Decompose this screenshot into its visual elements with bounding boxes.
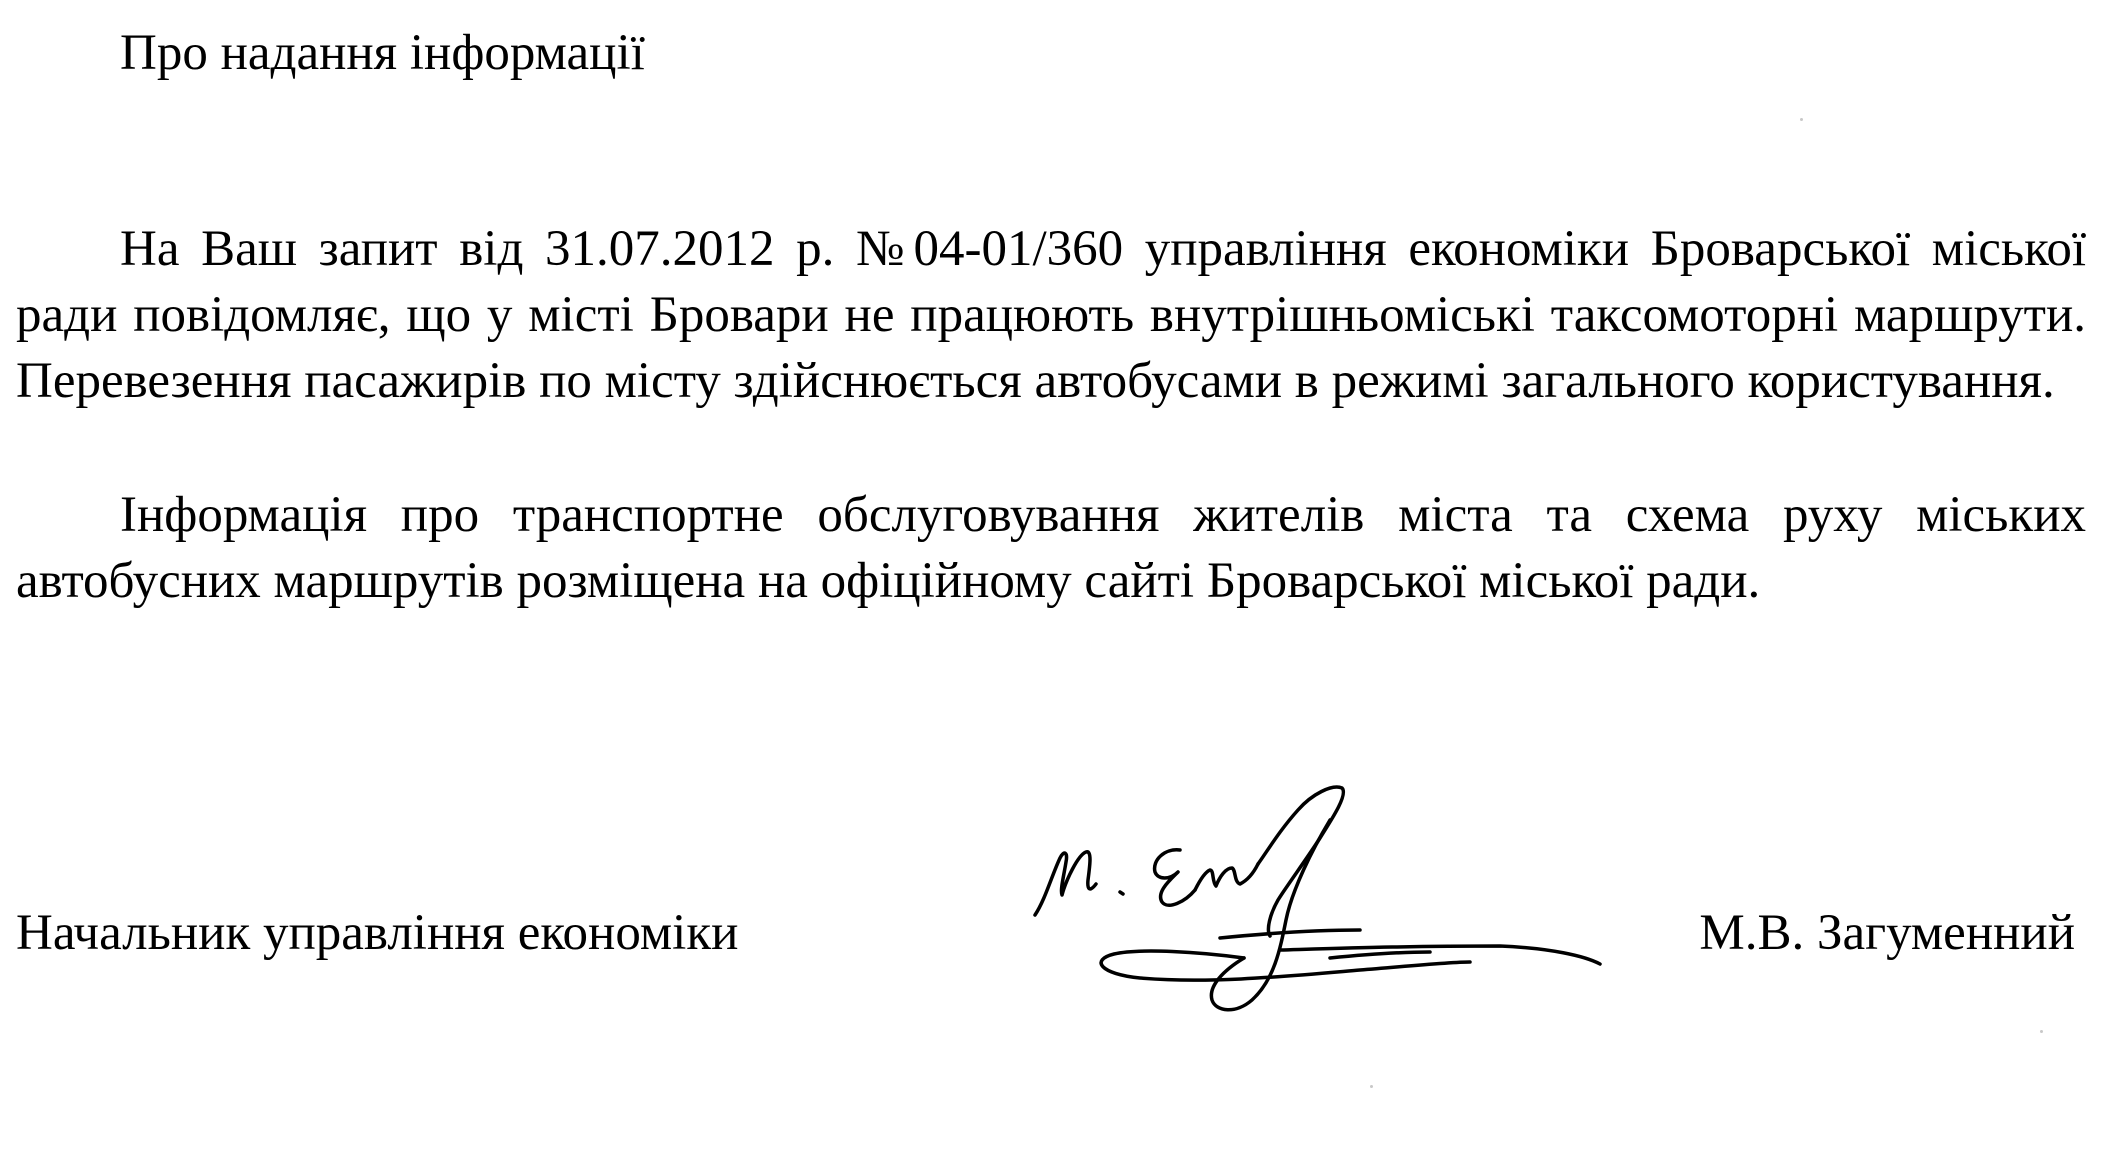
letter-paragraph-2: Інформація про транспортне обслуговування жителів міста та схема руху міських автобусних маршрутів розміщена на офіційному сайті Броварської міської ради.: [16, 487, 2086, 609]
letter-subject: Про надання інформації: [120, 25, 645, 81]
handwritten-signature: [1030, 780, 1650, 1060]
signer-name: М.В. Загуменний: [1699, 905, 2075, 961]
signer-position: Начальник управління економіки: [16, 905, 739, 961]
letter-paragraph-1: На Ваш запит від 31.07.2012 р. №04-01/360 управління економіки Броварської міської ради повідомляє, що у місті Бровари не працюють внутрішньоміські таксомоторні маршрути. Перевезення пасажирів по місту здійснюється автобусами в режимі загального користування.: [16, 221, 2086, 409]
scan-speck: [1370, 1085, 1373, 1088]
scan-speck: [1800, 118, 1803, 121]
scan-speck: [2040, 1030, 2043, 1033]
